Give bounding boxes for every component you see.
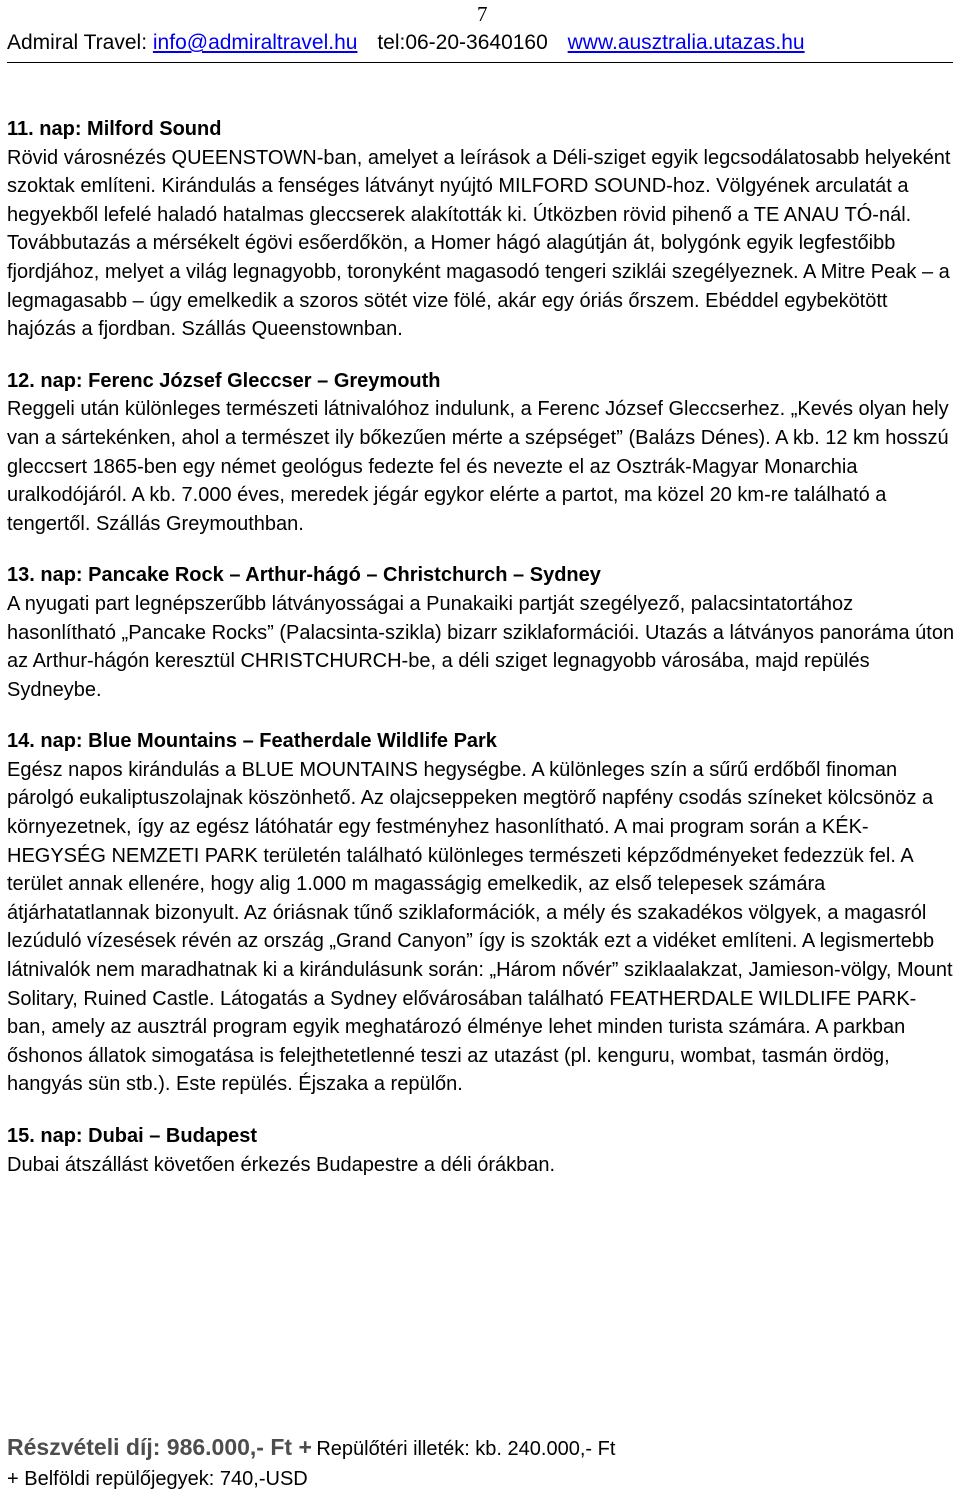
day-description: Dubai átszállást követően érkezés Budapestre a déli órákban. bbox=[7, 1153, 556, 1176]
header-divider bbox=[7, 62, 953, 63]
day-section-15 bbox=[7, 1122, 955, 1179]
day-description: Egész napos kirándulás a BLUE MOUNTAINS hegységbe. A különleges szín a sűrű erdőből finoman párolgó eukaliptuszolajnak köszönhető. Az olajcseppeken megtörő napfény csodás színeket kölcsönöz a környezetnek, így az egész látóhatár egy festményhez hasonlítható. A mai program során a KÉK-HEGYSÉG NEMZETI PARK területén található különleges természeti képződményeket fedezzük fel. A terület annak ellenére, hogy alig 1.000 m magasságig emelkedik, az első telepesek számára átjárhatatlannak bizonyult. Az óriásnak tűnő sziklaformációk, a mély és szakadékos völgyek, a magasról lezúduló vízesések révén az ország „Grand Canyon” így is szokták ezt a vidéket említeni. A legismertebb látnivalók nem maradhatnak ki a kirándulásunk során: „Három nővér” sziklaalakzat, Jamieson-völgy, Mount Solitary, Ruined Castle. Látogatás a Sydney elővárosában található FEATHERDALE WILDLIFE PARK-ban, amely az ausztrál program egyik meghatározó élménye lehet minden turista számára. A parkban őshonos állatok simogatása is felejthetetlenné teszi az utazást (pl. kenguru, wombat, tasmán ördög, hangyás sün stb.). Este repülés. Éjszaka a repülőn. bbox=[7, 758, 953, 1096]
company-name: Admiral Travel: bbox=[7, 31, 148, 54]
participation-fee: Részvételi díj: 986.000,- Ft + bbox=[7, 1434, 312, 1460]
page-number: 7 bbox=[477, 2, 488, 26]
day-title: 12. nap: Ferenc József Gleccser – Greymouth bbox=[7, 369, 441, 392]
day-title: 11. nap: Milford Sound bbox=[7, 118, 222, 140]
day-section-12 bbox=[7, 367, 955, 539]
phone-number: tel:06-20-3640160 bbox=[377, 31, 548, 54]
day-section-13 bbox=[7, 561, 955, 704]
itinerary bbox=[7, 115, 955, 1202]
day-description: Rövid városnézés QUEENSTOWN-ban, amelyet a leírások a Déli-sziget egyik legcsodálatosabb helyeként szoktak említeni. Kirándulás a fenséges látványt nyújtó MILFORD SOUND-hoz. Völgyének arculatát a hegyekből lefelé haladó hatalmas gleccserek alakították ki. Útközben rövid pihenő a TE ANAU TÓ-nál. Továbbutazás a mérsékelt égövi esőerdőkön, a Homer hágó alagútján át, bolygónk egyik legfestőibb fjordjához, melyet a világ legnagyobb, toronyként magasodó tengeri sziklái szegélyeznek. A Mitre Peak – a legmagasabb – úgy emelkedik a szoros sötét vize fölé, akár egy óriás őrszem. Ebéddel egybekötött hajózás a fjordban. Szállás Queenstownban. bbox=[7, 146, 951, 341]
day-section-14 bbox=[7, 727, 955, 1099]
email-link[interactable]: info@admiraltravel.hu bbox=[152, 31, 358, 54]
airport-tax: Repülőtéri illeték: kb. 240.000,- Ft bbox=[316, 1438, 616, 1460]
day-description: Reggeli után különleges természeti látnivalóhoz indulunk, a Ferenc József Gleccserhez. „Kevés olyan hely van a sártekénken, ahol a természet ily bőkezűen mérte a szépséget” (Balázs Dénes). A kb. 12 km hosszú gleccsert 1865-ben egy német geológus fedezte fel és nevezte el az Osztrák-Magyar Monarchia uralkodójáról. A kb. 7.000 éves, meredek jégár egykor elérte a partot, ma közel 20 km-re található a tengertől. Szállás Greymouthban. bbox=[7, 398, 949, 535]
price-info bbox=[7, 1433, 955, 1495]
day-section-11 bbox=[7, 115, 955, 344]
day-description: A nyugati part legnépszerűbb látványosságai a Punakaiki partját szegélyező, palacsintatortához hasonlítható „Pancake Rocks” (Palacsinta-szikla) bizarr sziklaformációi. Utazás a látványos panoráma úton az Arthur-hágón keresztül CHRISTCHURCH-be, a déli sziget legnagyobb városába, majd repülés Sydneybe. bbox=[7, 592, 955, 701]
website-link[interactable]: www.ausztralia.utazas.hu bbox=[567, 31, 805, 54]
domestic-flights: + Belföldi repülőjegyek: 740,-USD bbox=[7, 1468, 308, 1490]
page-header bbox=[7, 30, 957, 56]
day-title: 13. nap: Pancake Rock – Arthur-hágó – Christchurch – Sydney bbox=[7, 564, 601, 587]
day-title: 15. nap: Dubai – Budapest bbox=[7, 1125, 258, 1147]
day-title: 14. nap: Blue Mountains – Featherdale Wildlife Park bbox=[7, 730, 497, 753]
